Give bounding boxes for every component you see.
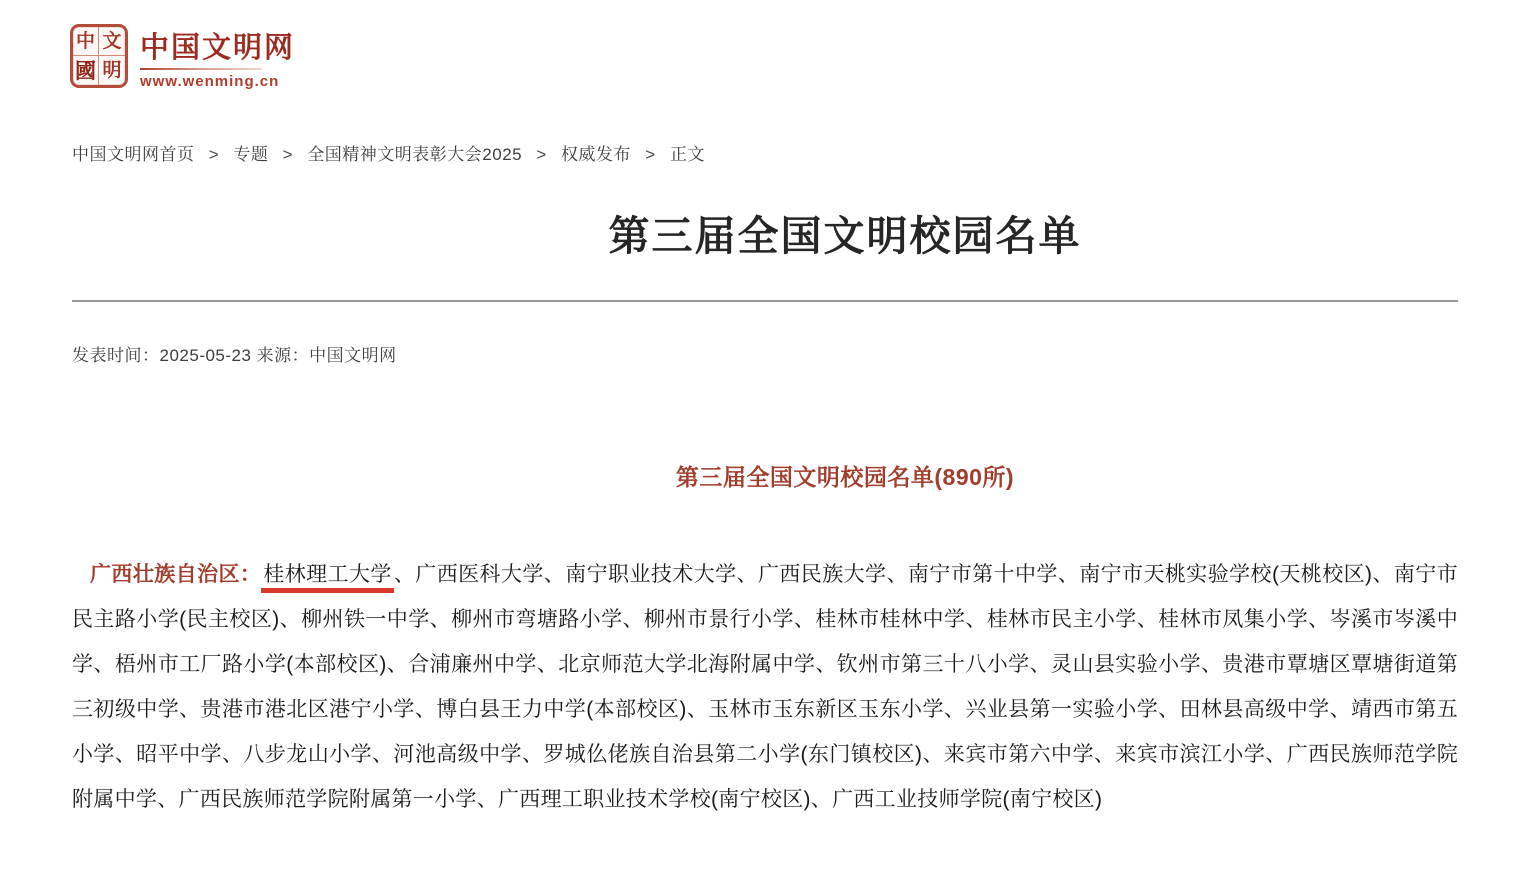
school-list-paragraph <box>72 552 1458 822</box>
breadcrumb-item-current-article: 正文 <box>669 145 705 164</box>
breadcrumb-item-topics[interactable]: 专题 <box>233 145 269 164</box>
title-divider <box>72 300 1458 302</box>
breadcrumb-item-official-release[interactable]: 权威发布 <box>561 145 632 164</box>
site-url: www.wenming.cn <box>140 72 280 90</box>
seal-char-wen: 文 <box>99 27 125 56</box>
region-label: 广西壮族自治区： <box>90 563 262 586</box>
seal-char-ming: 明 <box>102 59 122 81</box>
section-heading: 第三届全国文明校园名单(890所) <box>675 464 1015 490</box>
site-name: 中国文明网 <box>140 32 296 64</box>
seal-char-guo: 國 <box>73 56 99 85</box>
logo-text <box>140 24 295 90</box>
seal-char-zhong: 中 <box>73 27 99 56</box>
site-seal-icon <box>70 24 128 88</box>
article-meta: 发表时间：2025-05-23 来源：中国文明网 <box>72 346 397 365</box>
breadcrumb-item-home[interactable]: 中国文明网首页 <box>72 145 195 164</box>
breadcrumb-separator: > <box>536 145 547 164</box>
breadcrumb-separator: > <box>282 145 294 164</box>
highlighted-school: 桂林理工大学 <box>261 563 394 593</box>
article-title: 第三届全国文明校园名单 <box>608 213 1082 259</box>
breadcrumb-separator: > <box>208 145 220 164</box>
breadcrumb-separator: > <box>645 145 656 164</box>
site-logo[interactable] <box>70 24 295 90</box>
school-list-text: 、广西医科大学、南宁职业技术大学、广西民族大学、南宁市第十中学、南宁市天桃实验学校(天桃校区)、南宁市民主路小学(民主校区)、柳州铁一中学、柳州市弯塘路小学、柳州市景行小学、桂林市桂林中学、桂林市民主小学、桂林市凤集小学、岑溪市岑溪中学、梧州市工厂路小学(本部校区)、合浦廉州中学、北京师范大学北海附属中学、钦州市第三十八小学、灵山县实验小学、贵港市覃塘区覃塘街道第三初级中学、贵港市港北区港宁小学、博白县王力中学(本部校区)、玉林市玉东新区玉东小学、兴业县第一实验小学、田林县高级中学、靖西市第五小学、昭平中学、八步龙山小学、河池高级中学、罗城仫佬族自治县第二小学(东门镇校区)、来宾市第六中学、来宾市滨江小学、广西民族师范学院附属中学、广西民族师范学院附属第一小学、广西理工职业技术学校(南宁校区)、广西工业技师学院(南宁校区) <box>72 563 1458 811</box>
site-header <box>70 24 295 90</box>
breadcrumb-item-conference-2025[interactable]: 全国精神文明表彰大会2025 <box>307 145 523 164</box>
logo-divider <box>140 68 262 70</box>
breadcrumb <box>72 140 705 165</box>
